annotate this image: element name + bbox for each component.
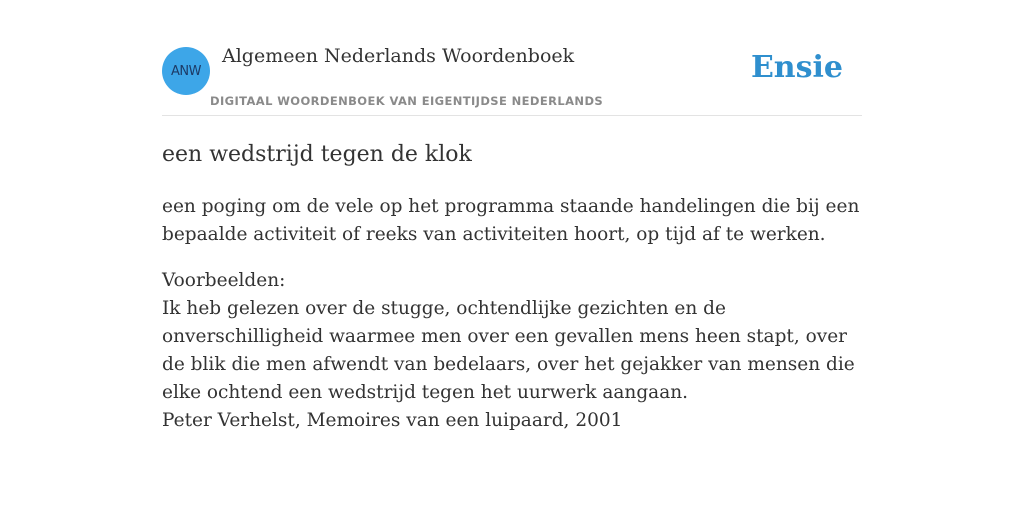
content-container — [162, 0, 862, 435]
site-title[interactable]: Algemeen Nederlands Woordenboek — [222, 45, 575, 67]
ensie-brand-logo[interactable]: Ensie — [750, 50, 843, 85]
anw-logo[interactable] — [162, 47, 210, 95]
example-text: Ik heb gelezen over de stugge, ochtendlijke gezichten en de onverschilligheid waarmee men over een gevallen mens heen stapt, over de blik die men afwendt van bedelaars, over het gejakker van mensen die elke ochtend een wedstrijd tegen het uurwerk aangaan. — [162, 298, 855, 403]
example-source: Peter Verhelst, Memoires van een luipaard, 2001 — [162, 410, 623, 431]
examples-label: Voorbeelden: — [162, 270, 286, 291]
entry-main — [162, 141, 862, 435]
entry-definition: een poging om de vele op het programma staande handelingen die bij een bepaalde activiteit of reeks van activiteiten hoort, op tijd af te werken. — [162, 196, 860, 245]
entry-term: een wedstrijd tegen de klok — [162, 142, 472, 167]
site-subtitle: DIGITAAL WOORDENBOEK VAN EIGENTIJDSE NEDERLANDS — [210, 94, 604, 108]
logo-text: ANW — [171, 63, 201, 79]
examples-section — [162, 267, 862, 435]
site-header — [162, 0, 862, 116]
